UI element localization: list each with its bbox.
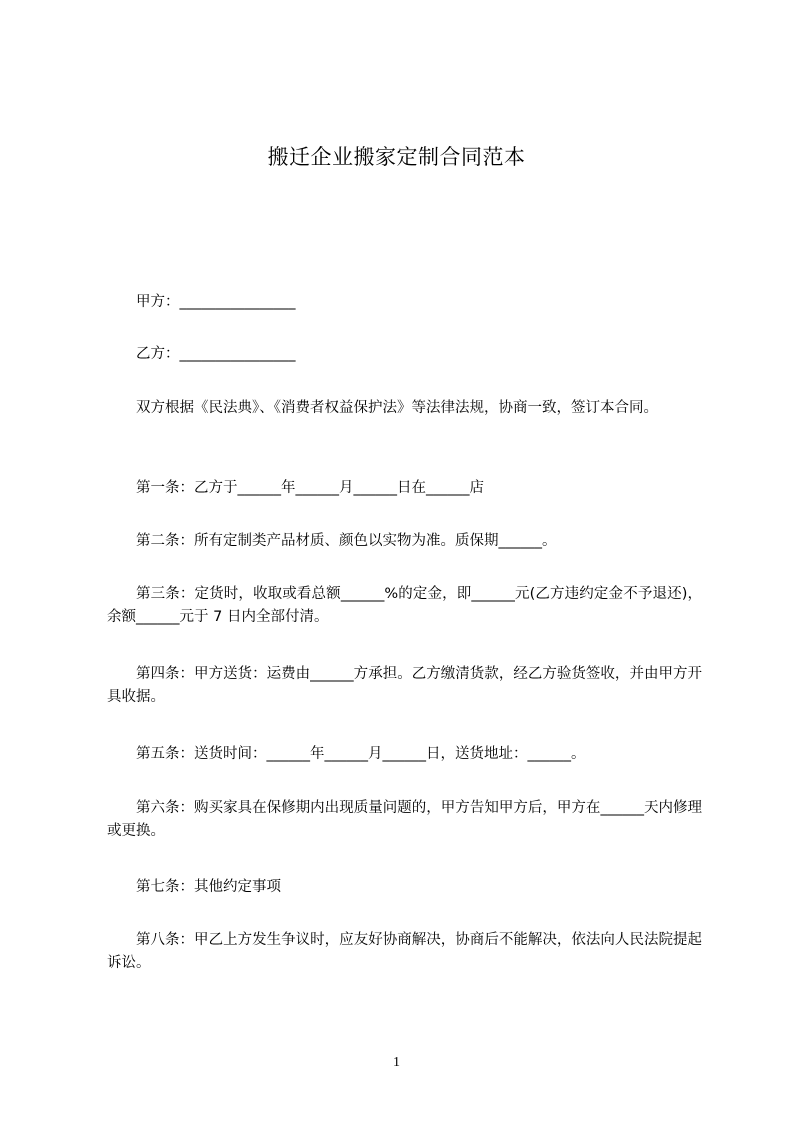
- article-1: 第一条：乙方于______年______月______日在______店: [136, 480, 484, 496]
- article-4: 第四条：甲方送货：运费由______方承担。乙方缴清货款，经乙方验货签收，并由甲方开具收据。: [107, 666, 702, 705]
- article-6: 第六条：购买家具在保修期内出现质量问题的，甲方告知甲方后，甲方在______天内修理或更换。: [107, 800, 702, 839]
- document-title: 搬迁企业搬家定制合同范本: [267, 145, 526, 169]
- article-5: 第五条：送货时间：______年______月______日，送货地址：______。: [136, 746, 586, 762]
- article-3: 第三条：定货时，收取或看总额______%的定金，即______元(乙方违约定金不予退还)，余额______元于 7 日内全部付清。: [107, 586, 702, 625]
- party-b-line: 乙方：________________: [136, 346, 296, 362]
- article-7: 第七条：其他约定事项: [136, 879, 281, 895]
- article-2: 第二条：所有定制类产品材质、颜色以实物为准。质保期______。: [136, 533, 557, 549]
- preamble-paragraph: 双方根据《民法典》、《消费者权益保护法》等法律法规，协商一致，签订本合同。: [136, 400, 658, 416]
- party-a-line: 甲方：________________: [136, 294, 296, 310]
- article-8: 第八条：甲乙上方发生争议时，应友好协商解决，协商后不能解决，依法向人民法院提起诉讼。: [107, 932, 702, 971]
- page-number: 1: [393, 1055, 400, 1070]
